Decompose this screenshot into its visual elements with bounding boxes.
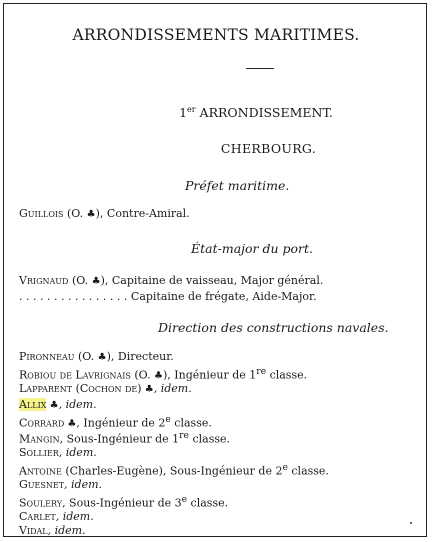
entry-vidal xyxy=(19,524,86,537)
city-heading: CHERBOURG. xyxy=(220,141,317,156)
section-direction: Direction des constructions navales. xyxy=(158,320,389,335)
entry-robiou xyxy=(19,366,307,382)
entry-text: classe. xyxy=(266,368,308,382)
legion-honneur-icon: ♣ xyxy=(86,209,96,220)
arrondissement-heading xyxy=(0,105,432,120)
legion-honneur-icon: ♣ xyxy=(141,384,154,395)
entry-text: , idem. xyxy=(153,382,192,395)
entry-name: Guesnet xyxy=(19,478,65,491)
entry-text: ), Capitaine de vaisseau, Major général. xyxy=(100,274,324,287)
entry-name-highlighted: Allix xyxy=(19,398,47,411)
page-speck xyxy=(410,522,412,524)
legion-honneur-icon: ♣ xyxy=(154,370,164,382)
entry-text: (O. xyxy=(68,274,92,287)
page-title: ARRONDISSEMENTS MARITIMES. xyxy=(72,26,360,44)
entry-text: , Sous-Ingénieur de 3 xyxy=(62,496,182,510)
entry-sup: e xyxy=(282,462,288,473)
entry-sup: re xyxy=(179,430,189,441)
legion-honneur-icon: ♣ xyxy=(91,276,101,287)
entry-text: classe. xyxy=(188,432,230,446)
entry-sup: re xyxy=(256,366,267,377)
entry-name: Guillois xyxy=(19,207,64,220)
arrondissement-number: 1 xyxy=(179,105,188,121)
entry-text: classe. xyxy=(187,496,229,510)
entry-text: (O. xyxy=(74,350,98,363)
entry-text: , idem. xyxy=(58,446,97,459)
entry-text: , Ingénieur de 2 xyxy=(76,416,166,430)
entry-text: , idem. xyxy=(55,510,94,523)
arrondissement-sup: er xyxy=(187,105,196,114)
entry-soulery xyxy=(19,494,228,510)
entry-text: ), Ingénieur de 1 xyxy=(163,368,257,382)
entry-guillois xyxy=(19,207,190,220)
entry-text: (Charles-Eugène), Sous-Ingénieur de 2 xyxy=(61,464,283,478)
section-prefet: Préfet maritime. xyxy=(185,178,290,193)
entry-text: (O. xyxy=(63,207,87,220)
entry-text: , idem. xyxy=(47,524,86,537)
entry-text: ), Directeur. xyxy=(106,350,174,363)
section-etat-major: État-major du port. xyxy=(191,241,314,256)
entry-name: Carlet xyxy=(19,510,56,523)
entry-name: Pironneau xyxy=(19,350,75,363)
legion-honneur-icon: ♣ xyxy=(46,400,59,411)
entry-name: Robiou de Lavrignais xyxy=(19,368,131,382)
entry-name: Vrignaud xyxy=(19,274,69,287)
arrondissement-label: ARRONDISSEMENT. xyxy=(195,105,333,121)
entry-text: ), Contre-Amiral. xyxy=(95,207,190,220)
entry-pironneau xyxy=(19,350,174,363)
entry-text: , idem. xyxy=(58,398,97,411)
entry-text: (O. xyxy=(130,368,155,382)
entry-vrignaud xyxy=(19,274,323,287)
entry-name: Corrard xyxy=(19,416,65,430)
entry-name: Vidal xyxy=(19,524,48,537)
entry-guesnet xyxy=(19,478,102,491)
legion-honneur-icon: ♣ xyxy=(64,418,77,430)
entry-sup: e xyxy=(165,414,171,425)
entry-sup: e xyxy=(181,494,188,505)
legion-honneur-icon: ♣ xyxy=(97,352,107,363)
entry-aide-major xyxy=(19,290,317,303)
entry-lapparent xyxy=(19,382,192,395)
entry-name: Antoine xyxy=(19,464,62,478)
entry-name: Soulery xyxy=(19,496,63,510)
entry-text: , idem. xyxy=(64,478,103,491)
entry-name: Sollier xyxy=(19,446,59,459)
entry-name: Mangin xyxy=(19,432,60,446)
title-rule xyxy=(246,68,274,69)
entry-name: Lapparent (Cochon de) xyxy=(19,382,142,395)
dot-leader: . . . . . . . . . . . . . . . . xyxy=(19,290,128,303)
entry-antoine xyxy=(19,462,329,478)
entry-text: classe. xyxy=(170,416,212,430)
entry-mangin xyxy=(19,430,230,446)
entry-text: , Sous-Ingénieur de 1 xyxy=(59,432,180,446)
entry-corrard xyxy=(19,414,212,430)
entry-text: Capitaine de frégate, Aide-Major. xyxy=(127,290,317,303)
entry-allix xyxy=(19,398,97,411)
entry-text: classe. xyxy=(287,464,329,478)
entry-carlet xyxy=(19,510,94,523)
entry-sollier xyxy=(19,446,97,459)
